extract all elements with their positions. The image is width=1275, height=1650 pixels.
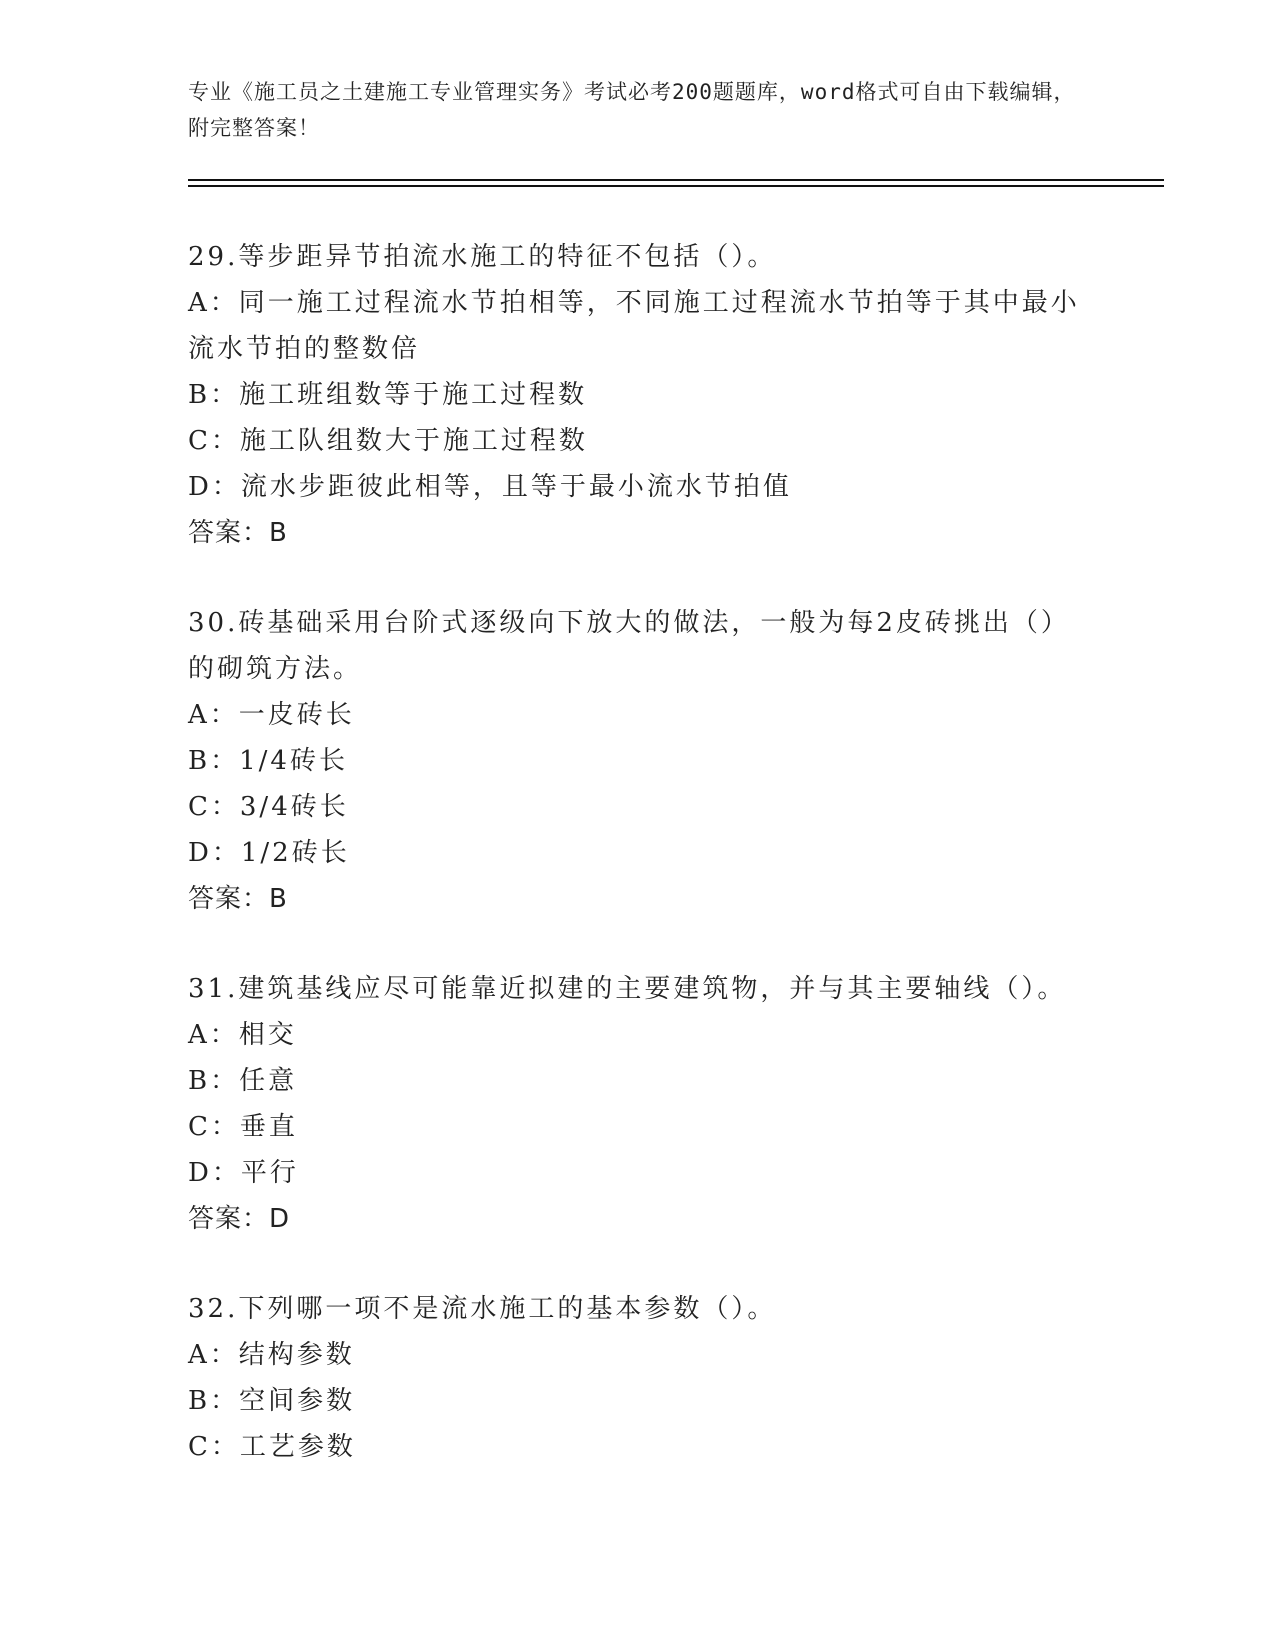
option-d: D：1/2砖长 (188, 838, 350, 868)
option-a: A：结构参数 (188, 1340, 355, 1370)
question-32 (188, 1286, 1088, 1470)
option-c: C：垂直 (188, 1112, 298, 1142)
question-stem: 32.下列哪一项不是流水施工的基本参数（）。 (188, 1294, 777, 1324)
question-stem: 29.等步距异节拍流水施工的特征不包括（）。 (188, 242, 777, 272)
header-divider-bottom (188, 185, 1164, 187)
answer-line: 答案：B (188, 518, 288, 548)
option-a: A：一皮砖长 (188, 700, 355, 730)
question-31 (188, 966, 1088, 1242)
question-30 (188, 600, 1088, 922)
option-c: C：3/4砖长 (188, 792, 349, 822)
option-a: A：同一施工过程流水节拍相等，不同施工过程流水节拍等于其中最小流水节拍的整数倍 (188, 288, 1080, 364)
option-b: B：施工班组数等于施工过程数 (188, 380, 588, 410)
option-b: B：任意 (188, 1066, 298, 1096)
question-stem: 31.建筑基线应尽可能靠近拟建的主要建筑物，并与其主要轴线（）。 (188, 974, 1067, 1004)
option-a: A：相交 (188, 1020, 297, 1050)
option-c: C：施工队组数大于施工过程数 (188, 426, 588, 456)
header-divider-top (188, 179, 1164, 181)
option-d: D：流水步距彼此相等，且等于最小流水节拍值 (188, 472, 792, 502)
document-header: 专业《施工员之土建施工专业管理实务》考试必考200题题库，word格式可自由下载编辑，附完整答案！ (188, 80, 1076, 140)
question-29 (188, 234, 1088, 556)
option-d: D：平行 (188, 1158, 299, 1188)
option-c: C：工艺参数 (188, 1432, 356, 1462)
question-list (188, 234, 1088, 1514)
answer-line: 答案：B (188, 884, 288, 914)
question-stem: 30.砖基础采用台阶式逐级向下放大的做法，一般为每2皮砖挑出（）的砌筑方法。 (188, 608, 1070, 684)
answer-line: 答案：D (188, 1204, 291, 1234)
option-b: B：1/4砖长 (188, 746, 348, 776)
option-b: B：空间参数 (188, 1386, 356, 1416)
